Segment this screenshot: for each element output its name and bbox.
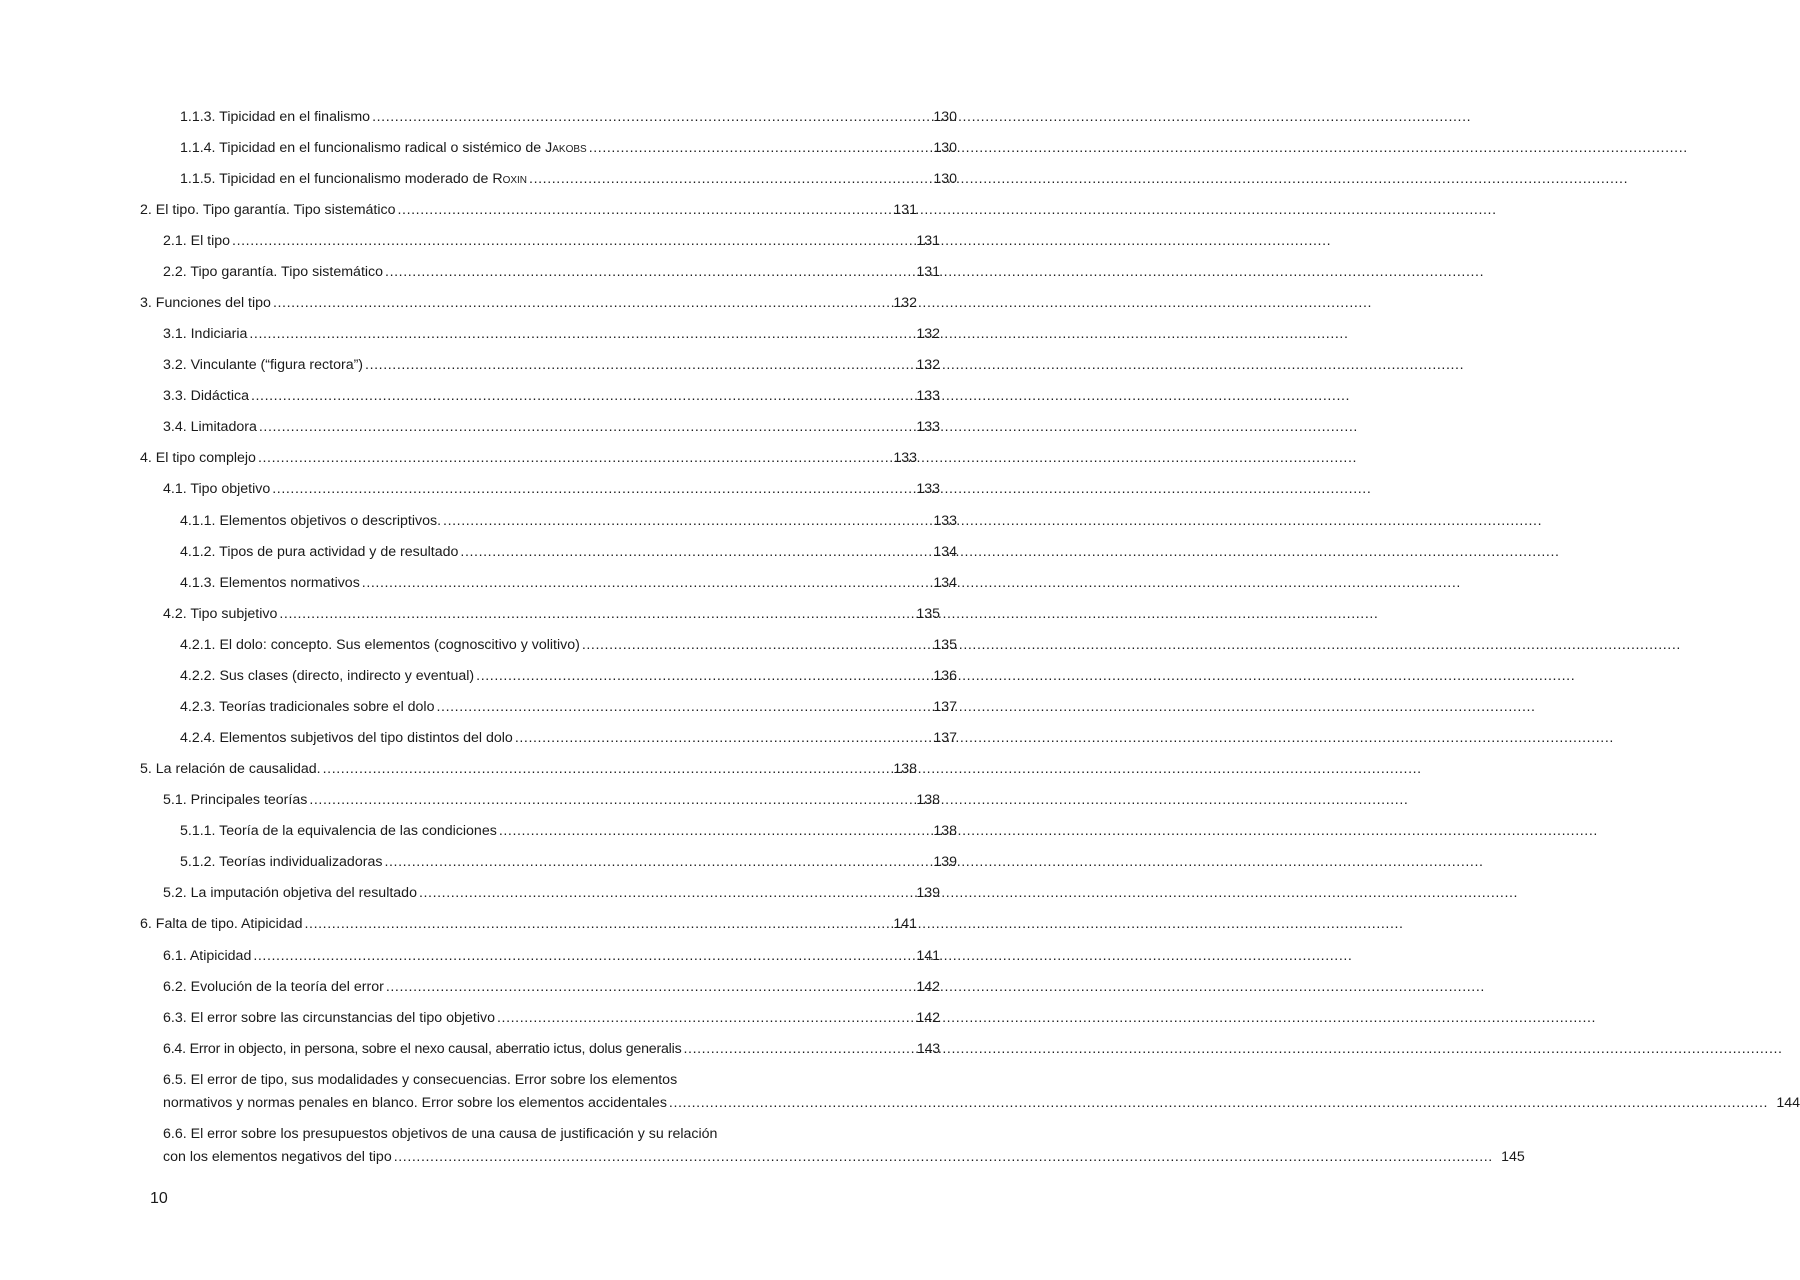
toc-entry-title-line1: 6.5. El error de tipo, sus modalidades y consecuencias. Error sobre los elementos [163, 1072, 678, 1088]
leader-dots [309, 792, 908, 809]
toc-entry-title-line2: con los elementos negativos del tipo [163, 1149, 392, 1165]
leader-dots [259, 419, 908, 436]
toc-entry-page: 139 [933, 854, 957, 870]
toc-entry-title: 2.2. Tipo garantía. Tipo sistemático [163, 264, 384, 280]
toc-entry[interactable] [0, 792, 940, 809]
toc-entry-title: 4.1. Tipo objetivo [163, 481, 271, 497]
toc-entry[interactable] [0, 388, 940, 405]
toc-entry[interactable] [0, 916, 917, 933]
toc-entry-page: 130 [933, 140, 957, 156]
toc-entry-title: 6.2. Evolución de la teoría del error [163, 979, 384, 995]
toc-entry-title: 6.3. El error sobre las circunstancias del tipo objetivo [163, 1010, 495, 1026]
leader-dots [323, 761, 885, 778]
toc-entry[interactable] [0, 233, 940, 250]
toc-entry-title: 6. Falta de tipo. Atipicidad [140, 916, 303, 932]
toc-entry[interactable] [0, 637, 957, 654]
leader-dots [582, 637, 925, 654]
toc-entry-title: 1.1.5. Tipicidad en el funcionalismo moderado de Roxin [180, 171, 528, 187]
toc-entry[interactable] [0, 140, 957, 157]
toc-entry[interactable] [0, 419, 940, 436]
toc-entry-page: 137 [933, 730, 957, 746]
toc-entry-page: 134 [933, 575, 957, 591]
toc-entry-page: 139 [916, 885, 940, 901]
leader-dots [385, 264, 908, 281]
toc-entry-title: 1.1.3. Tipicidad en el finalismo [180, 109, 371, 125]
toc-entry-page: 141 [916, 948, 940, 964]
toc-entry-title: 5.2. La imputación objetiva del resultado [163, 885, 417, 901]
toc-entry-title: 6.4. Error in objecto, in persona, sobre el nexo causal, aberratio ictus, dolus generalis [163, 1041, 682, 1057]
leader-dots [272, 481, 908, 498]
leader-dots [398, 202, 885, 219]
leader-dots [273, 295, 885, 312]
toc-entry[interactable] [0, 699, 957, 716]
toc-entry[interactable] [0, 575, 957, 592]
toc-entry-title: 3.1. Indiciaria [163, 326, 248, 342]
toc-entry-page: 144 [1776, 1095, 1800, 1111]
toc-entry-title: 4. El tipo complejo [140, 450, 256, 466]
toc-entry-page: 133 [893, 450, 917, 466]
toc-entry[interactable] [0, 326, 940, 343]
toc-entry-title: 4.1.2. Tipos de pura actividad y de resultado [180, 544, 459, 560]
toc-entry-title: 2.1. El tipo [163, 233, 231, 249]
toc-entry-title: 5.1.2. Teorías individualizadoras [180, 854, 383, 870]
toc-entry-page: 138 [916, 792, 940, 808]
toc-entry[interactable] [0, 854, 957, 871]
toc-entry-page: 132 [916, 326, 940, 342]
leader-dots [515, 730, 925, 747]
toc-entry-title: 3.3. Didáctica [163, 388, 249, 404]
toc-entry[interactable] [0, 544, 957, 561]
leader-dots [386, 979, 908, 996]
toc-entry[interactable] [0, 357, 940, 374]
leader-dots [384, 854, 925, 871]
toc-entry-title-line2: normativos y normas penales en blanco. Error sobre los elementos accidentales [163, 1095, 667, 1111]
leader-dots [443, 513, 925, 530]
toc-entry-page: 132 [916, 357, 940, 373]
toc-entry-title: 4.1.3. Elementos normativos [180, 575, 360, 591]
toc-entry-title: 4.2. Tipo subjetivo [163, 606, 278, 622]
leader-dots [251, 388, 908, 405]
leader-dots [529, 171, 925, 188]
toc-entry-title: 3.2. Vinculante (“figura rectora”) [163, 357, 364, 373]
toc-entry-title: 4.2.1. El dolo: concepto. Sus elementos (cognoscitivo y volitivo) [180, 637, 580, 653]
toc-entry[interactable] [0, 1072, 1800, 1112]
toc-entry-title: 4.2.2. Sus clases (directo, indirecto y eventual) [180, 668, 475, 684]
toc-entry-page: 133 [916, 388, 940, 404]
leader-dots [436, 699, 925, 716]
toc-entry-title: 5.1.1. Teoría de la equivalencia de las condiciones [180, 823, 497, 839]
leader-dots [258, 450, 885, 467]
toc-entry[interactable] [0, 761, 917, 778]
leader-dots [365, 357, 908, 374]
toc-entry-page: 141 [893, 916, 917, 932]
toc-entry-page: 133 [916, 481, 940, 497]
toc-entry-page: 137 [933, 699, 957, 715]
toc-entry[interactable] [0, 295, 917, 312]
toc-entry[interactable] [0, 202, 917, 219]
toc-entry[interactable] [0, 823, 957, 840]
toc-entry-page: 138 [893, 761, 917, 777]
leader-dots [419, 885, 908, 902]
toc-entry-page: 131 [916, 264, 940, 280]
toc-entry[interactable] [0, 948, 940, 965]
leader-dots [476, 668, 925, 685]
leader-dots [249, 326, 908, 343]
leader-dots [232, 233, 908, 250]
toc-entry-title: 3. Funciones del tipo [140, 295, 271, 311]
toc-entry[interactable] [0, 171, 957, 188]
toc-entry-title: 5.1. Principales teorías [163, 792, 308, 808]
leader-dots [499, 823, 925, 840]
toc-entry-page: 145 [1501, 1149, 1525, 1165]
toc-entry[interactable] [0, 1041, 940, 1058]
toc-entry[interactable] [0, 730, 957, 747]
toc-entry-title: 1.1.4. Tipicidad en el funcionalismo radical o sistémico de Jakobs [180, 140, 587, 156]
toc-entry-title: 4.2.3. Teorías tradicionales sobre el dolo [180, 699, 435, 715]
toc-entry[interactable] [0, 264, 940, 281]
page-number: 10 [150, 1190, 168, 1207]
leader-dots [683, 1041, 908, 1058]
toc-entry-page: 133 [916, 419, 940, 435]
toc-entry-title: 6.1. Atipicidad [163, 948, 252, 964]
toc-entry-page: 130 [933, 109, 957, 125]
leader-dots [372, 109, 925, 126]
toc-entry-page: 130 [933, 171, 957, 187]
toc-entry[interactable] [0, 1010, 940, 1027]
leader-dots [394, 1149, 1493, 1166]
toc-entry[interactable] [0, 513, 957, 530]
toc-entry[interactable] [0, 885, 940, 902]
toc-entry-title: 5. La relación de causalidad. [140, 761, 321, 777]
toc-entry[interactable] [0, 979, 940, 996]
toc-entry-page: 142 [916, 979, 940, 995]
toc-entry-title: 2. El tipo. Tipo garantía. Tipo sistemático [140, 202, 396, 218]
toc-entry-page: 136 [933, 668, 957, 684]
toc-entry[interactable] [0, 1126, 1525, 1166]
toc-entry[interactable] [0, 109, 957, 126]
leader-dots [279, 606, 908, 623]
toc-entry-page: 131 [916, 233, 940, 249]
leader-dots [253, 948, 908, 965]
toc-entry[interactable] [0, 450, 917, 467]
toc-entry-page: 143 [916, 1041, 940, 1057]
toc-entry-page: 142 [916, 1010, 940, 1026]
toc-entry-title-line1: 6.6. El error sobre los presupuestos objetivos de una causa de justificación y su relación [163, 1126, 718, 1142]
toc-entry[interactable] [0, 606, 940, 623]
toc-entry-page: 131 [893, 202, 917, 218]
toc-entry-page: 134 [933, 544, 957, 560]
leader-dots [362, 575, 925, 592]
toc-entry-title: 4.1.1. Elementos objetivos o descriptivos. [180, 513, 442, 529]
toc-entry-title: 4.2.4. Elementos subjetivos del tipo distintos del dolo [180, 730, 513, 746]
toc-entry-title: 3.4. Limitadora [163, 419, 257, 435]
toc-entry[interactable] [0, 481, 940, 498]
leader-dots [589, 140, 925, 157]
toc-entry-page: 132 [893, 295, 917, 311]
leader-dots [304, 916, 885, 933]
leader-dots [460, 544, 925, 561]
toc-entry-page: 135 [933, 637, 957, 653]
toc-entry-page: 138 [933, 823, 957, 839]
leader-dots [497, 1010, 908, 1027]
toc-entry-page: 133 [933, 513, 957, 529]
toc-entry[interactable] [0, 668, 957, 685]
toc-entry-page: 135 [916, 606, 940, 622]
leader-dots [669, 1095, 1768, 1112]
